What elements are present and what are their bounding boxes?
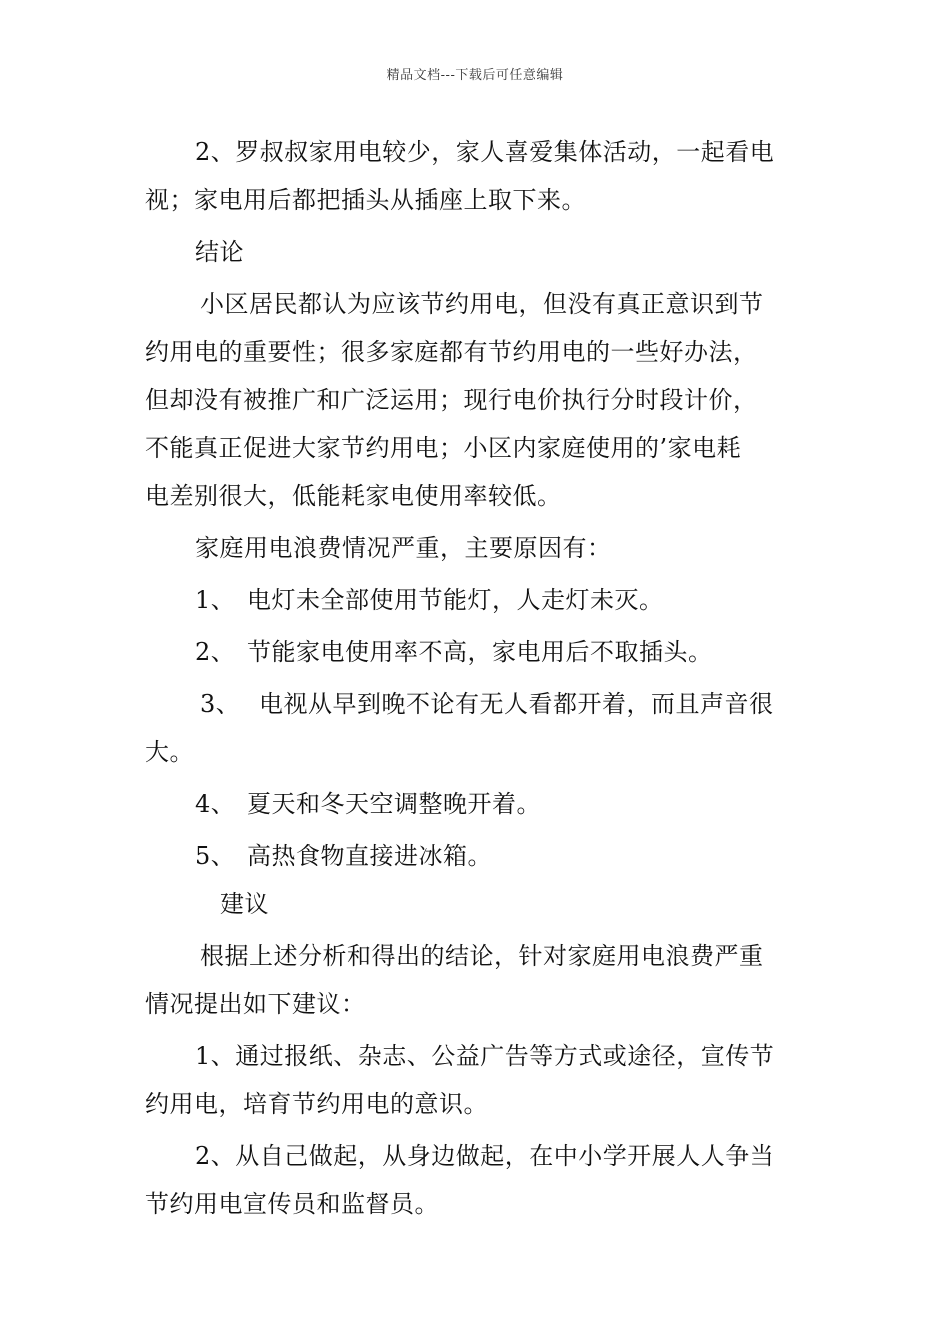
list-number: 3、	[200, 690, 241, 718]
list-number: 2、	[195, 638, 236, 666]
paragraph-line: 2、从自己做起，从身边做起，在中小学开展人人争当	[195, 1142, 775, 1170]
list-number: 1、	[195, 586, 236, 614]
paragraph-line: 2、罗叔叔家用电较少，家人喜爱集体活动，一起看电	[195, 138, 775, 166]
list-text: 夏天和冬天空调整晚开着。	[247, 790, 541, 818]
list-item-continuation: 大。	[145, 738, 194, 766]
paragraph-line: 但却没有被推广和广泛运用；现行电价执行分时段计价，	[145, 386, 758, 414]
page-header: 精品文档---下载后可任意编辑	[386, 68, 564, 83]
paragraph-line: 家庭用电浪费情况严重，主要原因有：	[195, 534, 612, 562]
list-item	[145, 832, 810, 880]
paragraph-line: 视；家电用后都把插头从插座上取下来。	[145, 186, 586, 214]
list-item	[145, 628, 810, 676]
paragraph-line: 小区居民都认为应该节约用电，但没有真正意识到节	[200, 290, 764, 318]
list-text: 高热食物直接进冰箱。	[247, 842, 492, 870]
list-item	[145, 680, 810, 728]
list-text: 电灯未全部使用节能灯，人走灯未灭。	[247, 586, 664, 614]
paragraph-line: 1、通过报纸、杂志、公益广告等方式或途径，宣传节	[195, 1042, 775, 1070]
paragraph-line: 节约用电宣传员和监督员。	[145, 1190, 439, 1218]
document-body	[145, 128, 810, 1228]
section-heading-suggestions: 建议	[220, 890, 269, 918]
paragraph-line: 情况提出如下建议：	[145, 990, 366, 1018]
list-item	[145, 576, 810, 624]
list-text: 电视从早到晚不论有无人看都开着，而且声音很	[259, 690, 774, 718]
paragraph-line: 约用电，培育节约用电的意识。	[145, 1090, 488, 1118]
paragraph-line: 根据上述分析和得出的结论，针对家庭用电浪费严重	[200, 942, 764, 970]
paragraph-line: 电差别很大，低能耗家电使用率较低。	[145, 482, 562, 510]
list-item	[145, 780, 810, 828]
list-number: 4、	[195, 790, 236, 818]
list-number: 5、	[195, 842, 236, 870]
list-text: 节能家电使用率不高，家电用后不取插头。	[247, 638, 713, 666]
paragraph-line: 不能真正促进大家节约用电；小区内家庭使用的’家电耗	[145, 434, 742, 462]
paragraph-line: 约用电的重要性；很多家庭都有节约用电的一些好办法，	[145, 338, 758, 366]
section-heading-conclusion: 结论	[195, 238, 244, 266]
